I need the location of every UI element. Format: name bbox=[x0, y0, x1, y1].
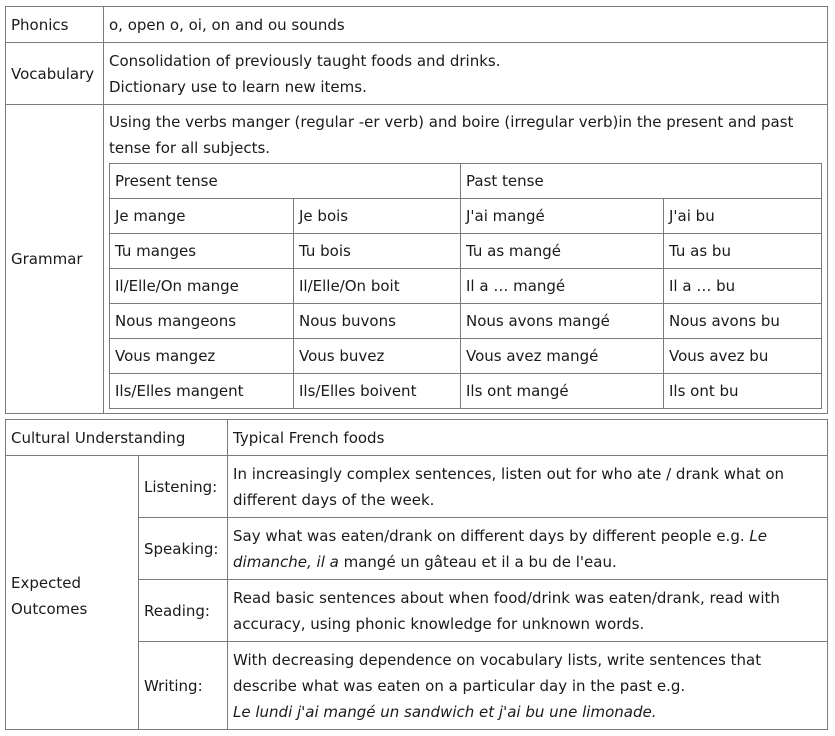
outcomes-label bbox=[6, 456, 139, 730]
present-tense-header: Present tense bbox=[110, 164, 461, 199]
phonics-row bbox=[6, 7, 828, 43]
listening-row bbox=[6, 456, 828, 518]
conjugation-cell: Nous buvons bbox=[294, 304, 461, 339]
vocabulary-line: Dictionary use to learn new items. bbox=[109, 77, 367, 96]
conjugation-cell: Vous avez bu bbox=[664, 339, 822, 374]
conjugation-cell: Nous avons mangé bbox=[461, 304, 664, 339]
conjugation-cell: Vous mangez bbox=[110, 339, 294, 374]
listening-text: In increasingly complex sentences, listen out for who ate / drank what on different days of the week. bbox=[228, 456, 828, 518]
conjugation-cell: Je bois bbox=[294, 199, 461, 234]
outcomes-label-line: Expected bbox=[11, 573, 81, 592]
conjugation-cell: J'ai bu bbox=[664, 199, 822, 234]
cultural-row bbox=[6, 420, 828, 456]
conjugation-row bbox=[110, 374, 822, 409]
conjugation-cell: Ils ont mangé bbox=[461, 374, 664, 409]
cultural-label: Cultural Understanding bbox=[6, 420, 228, 456]
speaking-text-after: mangé un gâteau et il a bu de l'eau. bbox=[338, 552, 617, 571]
speaking-text bbox=[228, 518, 828, 580]
conjugation-cell: Nous avons bu bbox=[664, 304, 822, 339]
past-tense-header: Past tense bbox=[461, 164, 822, 199]
reading-label: Reading: bbox=[139, 580, 228, 642]
vocabulary-label: Vocabulary bbox=[6, 43, 104, 105]
vocabulary-row bbox=[6, 43, 828, 105]
phonics-text: o, open o, oi, on and ou sounds bbox=[104, 7, 828, 43]
conjugation-cell: Il/Elle/On mange bbox=[110, 269, 294, 304]
conjugation-row bbox=[110, 234, 822, 269]
cultural-text: Typical French foods bbox=[228, 420, 828, 456]
writing-label: Writing: bbox=[139, 642, 228, 730]
speaking-label: Speaking: bbox=[139, 518, 228, 580]
conjugation-cell: Il a … bu bbox=[664, 269, 822, 304]
reading-text: Read basic sentences about when food/drink was eaten/drank, read with accuracy, using phonic knowledge for unknown words. bbox=[228, 580, 828, 642]
writing-description: With decreasing dependence on vocabulary lists, write sentences that describe what was eaten on a particular day in the past e.g. bbox=[233, 650, 762, 695]
conjugation-cell: Tu bois bbox=[294, 234, 461, 269]
vocabulary-line: Consolidation of previously taught foods and drinks. bbox=[109, 51, 501, 70]
vocabulary-text bbox=[104, 43, 828, 105]
speaking-example-italic: Le dimanche, il a bbox=[233, 526, 767, 571]
speaking-text-before: Say what was eaten/drank on different days by different people e.g. bbox=[233, 526, 750, 545]
conjugation-cell: Tu as bu bbox=[664, 234, 822, 269]
conjugation-cell: Ils/Elles mangent bbox=[110, 374, 294, 409]
conjugation-header-row bbox=[110, 164, 822, 199]
grammar-label: Grammar bbox=[6, 105, 104, 414]
conjugation-row bbox=[110, 199, 822, 234]
conjugation-table bbox=[109, 163, 822, 409]
curriculum-table-upper bbox=[5, 6, 828, 414]
conjugation-row bbox=[110, 339, 822, 374]
conjugation-cell: Je mange bbox=[110, 199, 294, 234]
writing-example bbox=[233, 699, 822, 725]
grammar-intro: Using the verbs manger (regular -er verb) and boire (irregular verb)in the present and past tense for all subjects. bbox=[109, 113, 794, 157]
outcomes-label-line: Outcomes bbox=[11, 599, 88, 618]
writing-example-italic: Le lundi j'ai mangé un sandwich et j'ai bu une limonade. bbox=[233, 702, 657, 721]
conjugation-cell: Il/Elle/On boit bbox=[294, 269, 461, 304]
writing-text bbox=[228, 642, 828, 730]
grammar-row bbox=[6, 105, 828, 414]
conjugation-row bbox=[110, 304, 822, 339]
conjugation-cell: Il a … mangé bbox=[461, 269, 664, 304]
conjugation-cell: Ils/Elles boivent bbox=[294, 374, 461, 409]
conjugation-cell: Vous buvez bbox=[294, 339, 461, 374]
conjugation-cell: Tu manges bbox=[110, 234, 294, 269]
conjugation-cell: J'ai mangé bbox=[461, 199, 664, 234]
conjugation-cell: Nous mangeons bbox=[110, 304, 294, 339]
grammar-content bbox=[104, 105, 828, 414]
conjugation-cell: Ils ont bu bbox=[664, 374, 822, 409]
curriculum-table-lower bbox=[5, 419, 828, 730]
conjugation-cell: Vous avez mangé bbox=[461, 339, 664, 374]
phonics-label: Phonics bbox=[6, 7, 104, 43]
conjugation-row bbox=[110, 269, 822, 304]
listening-label: Listening: bbox=[139, 456, 228, 518]
conjugation-cell: Tu as mangé bbox=[461, 234, 664, 269]
